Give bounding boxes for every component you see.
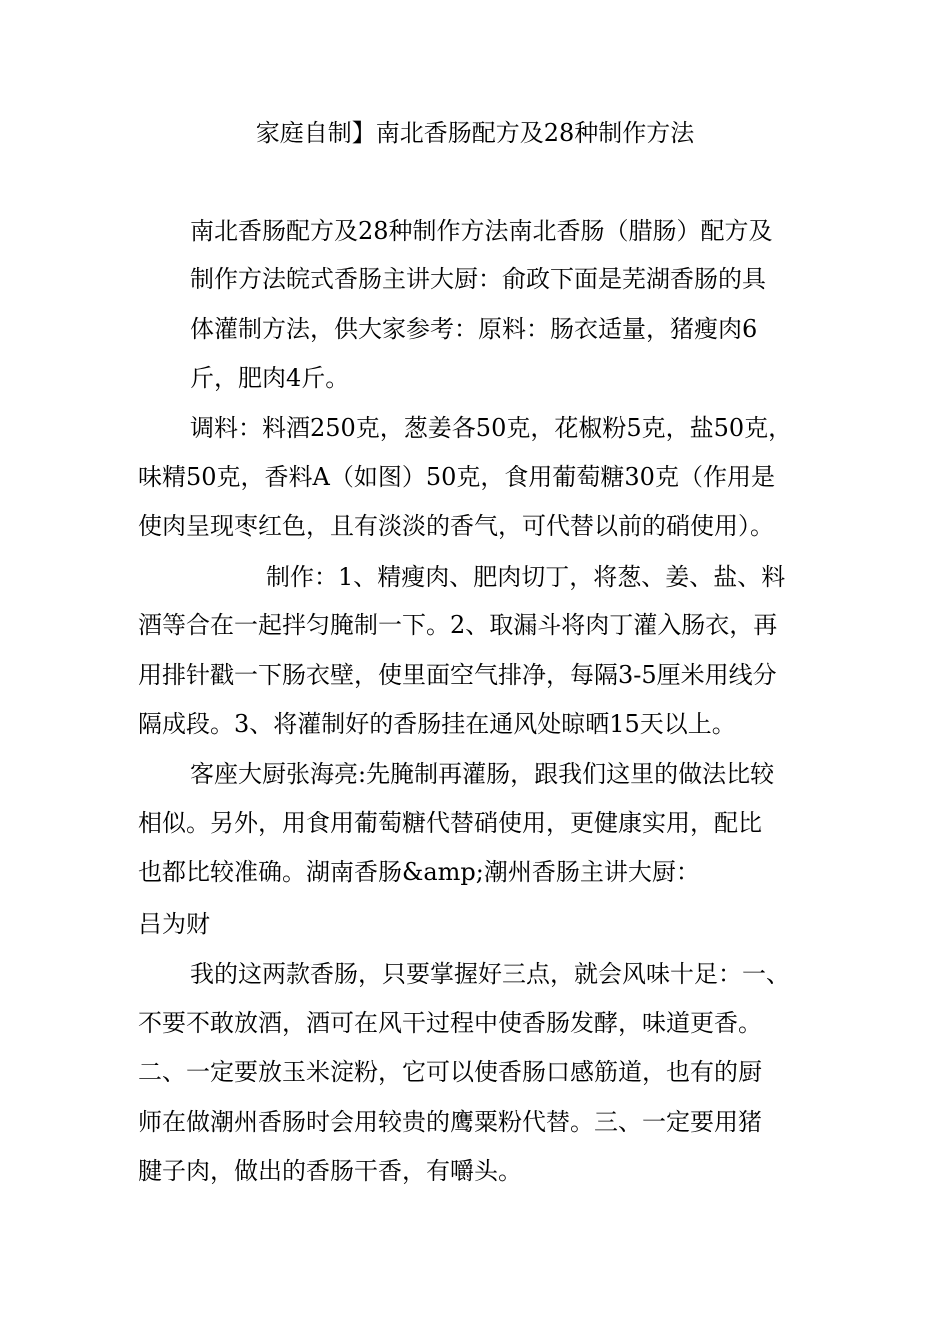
page-title: 家庭自制】南北香肠配方及28种制作方法 xyxy=(255,119,695,147)
text-line: 使肉呈现枣红色，且有淡淡的香气，可代替以前的硝使用）。 xyxy=(138,512,774,540)
text-line: 师在做潮州香肠时会用较贵的鹰粟粉代替。三、一定要用猪 xyxy=(138,1108,762,1136)
text-line: 调料：料酒250克，葱姜各50克，花椒粉5克，盐50克， xyxy=(190,414,793,442)
text-line: 客座大厨张海亮:先腌制再灌肠，跟我们这里的做法比较 xyxy=(190,760,775,788)
text-line: 南北香肠配方及28种制作方法南北香肠（腊肠）配方及 xyxy=(190,217,773,245)
text-line: 用排针戳一下肠衣壁，使里面空气排净，每隔3-5厘米用线分 xyxy=(138,661,777,689)
text-line: 制作方法皖式香肠主讲大厨：俞政下面是芜湖香肠的具 xyxy=(190,265,766,293)
text-line: 腱子肉，做出的香肠干香，有嚼头。 xyxy=(138,1157,522,1185)
text-line: 酒等合在一起拌匀腌制一下。2、取漏斗将肉丁灌入肠衣，再 xyxy=(138,611,778,639)
text-line: 二、一定要放玉米淀粉，它可以使香肠口感筋道，也有的厨 xyxy=(138,1058,762,1086)
text-line: 吕为财 xyxy=(138,910,210,938)
text-line: 不要不敢放酒，酒可在风干过程中使香肠发酵，味道更香。 xyxy=(138,1009,762,1037)
text-line: 也都比较准确。湖南香肠&amp;潮州香肠主讲大厨： xyxy=(138,858,700,886)
text-line: 体灌制方法，供大家参考：原料：肠衣适量，猪瘦肉6 xyxy=(190,315,758,343)
text-line: 相似。另外，用食用葡萄糖代替硝使用，更健康实用，配比 xyxy=(138,809,762,837)
text-line: 制作：1、精瘦肉、肥肉切丁，将葱、姜、盐、料 xyxy=(266,563,786,591)
text-line: 隔成段。3、将灌制好的香肠挂在通风处晾晒15天以上。 xyxy=(138,710,736,738)
text-line: 味精50克，香料A（如图）50克，食用葡萄糖30克（作用是 xyxy=(138,463,775,491)
text-line: 我的这两款香肠，只要掌握好三点，就会风味十足：一、 xyxy=(190,960,790,988)
text-line: 斤，肥肉4斤。 xyxy=(190,364,350,392)
